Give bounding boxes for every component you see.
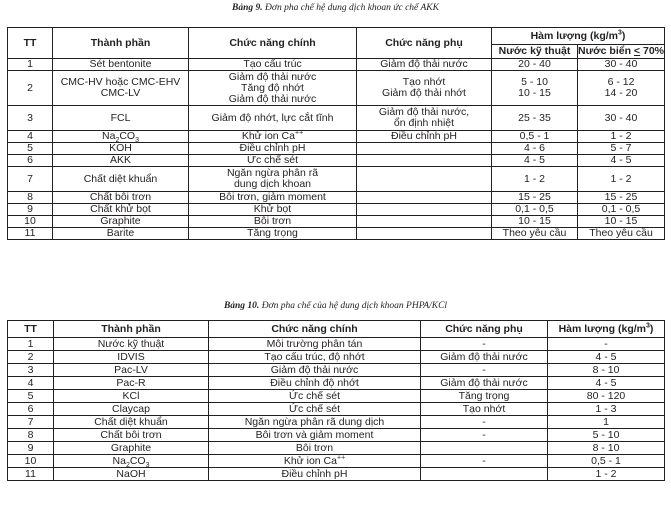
cell-tt — [8, 131, 53, 143]
cell-line: 15 - 25 — [604, 191, 638, 203]
cell-line: 8 — [27, 191, 33, 203]
cell-line: 4 - 5 — [610, 154, 632, 166]
cell-tt: 1 — [8, 338, 54, 351]
cell-component: $Na_2CO_3$ — [54, 455, 209, 468]
cell-line: Theo yêu cầu — [502, 227, 567, 239]
cell-secondary-function — [357, 59, 492, 71]
cell-line: Graphite — [100, 215, 141, 227]
cell-line: 30 - 40 — [604, 58, 638, 70]
cell-line: Giảm độ thải nhớt — [382, 87, 466, 99]
table-row — [8, 143, 665, 155]
cell-line: KOH — [109, 142, 132, 154]
table-row — [8, 351, 665, 364]
cell-main-function: Tạo cấu trúc, độ nhớt — [209, 351, 421, 364]
cell-main-function: Ức chế sét — [209, 390, 421, 403]
cell-sea-water — [578, 59, 665, 71]
cell-line: Sét bentonite — [89, 58, 152, 70]
cell-line: AKK — [109, 154, 131, 166]
cell-content: 1 — [548, 416, 665, 429]
cell-tt — [8, 155, 53, 167]
cell-line: 0,1 - 0,5 — [515, 203, 554, 215]
cell-tt: 5 — [8, 390, 54, 403]
cell-line: Theo yêu cầu — [589, 227, 653, 239]
cell-line: Bôi trơn — [253, 215, 292, 227]
cell-line: Giảm độ thải nước — [380, 58, 468, 70]
cell-tech-water — [492, 216, 578, 228]
table-row — [8, 192, 665, 204]
cell-component: Pac-LV — [54, 364, 209, 377]
table-row — [8, 416, 665, 429]
cell-main-function — [189, 192, 357, 204]
cell-secondary-function: - — [421, 416, 548, 429]
cell-component — [53, 131, 189, 143]
cell-line: Chất bôi trơn — [89, 191, 152, 203]
cell-line: 10 — [24, 215, 36, 227]
cell-tt: 8 — [8, 429, 54, 442]
cell-component — [53, 71, 189, 106]
cell-secondary-function: Giảm độ thải nước — [421, 351, 548, 364]
cell-sea-water — [578, 228, 665, 240]
cell-sea-water — [578, 143, 665, 155]
cell-tt: 9 — [8, 442, 54, 455]
cell-sea-water — [578, 204, 665, 216]
cell-line: 4 - 5 — [523, 154, 545, 166]
header-content-sup: 3 — [618, 29, 622, 36]
cell-component — [53, 216, 189, 228]
cell-tech-water — [492, 131, 578, 143]
cell-tech-water — [492, 204, 578, 216]
header-content-label: Hàm lượng (kg/m — [558, 322, 646, 335]
table-row — [8, 468, 665, 481]
cell-main-function — [189, 59, 357, 71]
table-10-caption-number: Bảng 10. — [223, 301, 260, 311]
header-tt: TT — [8, 321, 54, 338]
header-tech-water: Nước kỹ thuật — [492, 45, 578, 59]
cell-line: 4 - 6 — [523, 142, 545, 154]
cell-line: 10 - 15 — [518, 87, 551, 99]
cell-tt: 6 — [8, 403, 54, 416]
cell-line: 14 - 20 — [604, 87, 638, 99]
cell-tech-water — [492, 167, 578, 192]
cell-component: KCl — [54, 390, 209, 403]
cell-tt — [8, 228, 53, 240]
cell-main-function — [189, 228, 357, 240]
cell-tech-water — [492, 143, 578, 155]
cell-line: 10 - 15 — [518, 215, 551, 227]
cell-line: 25 - 35 — [518, 111, 551, 124]
cell-line: Giảm độ thải nước, — [378, 106, 470, 118]
cell-secondary-function: - — [421, 338, 548, 351]
cell-line: Điều chỉnh pH — [239, 142, 306, 154]
cell-secondary-function — [357, 155, 492, 167]
cell-line: 5 - 7 — [610, 142, 632, 154]
cell-sea-water — [578, 167, 665, 192]
cell-line: ổn định nhiệt — [393, 117, 455, 129]
table-row — [8, 216, 665, 228]
table-row — [8, 429, 665, 442]
cell-line: Khử ion Ca++ — [241, 129, 304, 142]
header-secondary-function: Chức năng phụ — [421, 321, 548, 338]
cell-tt: 2 — [8, 351, 54, 364]
cell-sea-water — [578, 131, 665, 143]
header-content — [492, 28, 665, 45]
table-row — [8, 364, 665, 377]
cell-main-function: Khử ion Ca++ — [209, 455, 421, 468]
cell-line: Giảm độ thải nước — [228, 92, 317, 105]
cell-sea-water — [578, 106, 665, 131]
cell-main-function: Ức chế sét — [209, 403, 421, 416]
cell-content: 4 - 5 — [548, 351, 665, 364]
table-row — [8, 338, 665, 351]
header-main-function: Chức năng chính — [189, 28, 357, 59]
header-secondary-function: Chức năng phụ — [357, 28, 492, 59]
cell-line: Khử bọt — [253, 203, 292, 215]
cell-secondary-function — [357, 106, 492, 131]
cell-component: Pac-R — [54, 377, 209, 390]
header-sea-water: Nước biển < 70% — [578, 45, 664, 57]
cell-component: IDVIS — [54, 351, 209, 364]
cell-tt: 10 — [8, 455, 54, 468]
cell-component: NaOH — [54, 468, 209, 481]
cell-main-function — [189, 216, 357, 228]
cell-line: FCL — [110, 111, 131, 124]
cell-sea-water — [578, 155, 665, 167]
cell-tt: 7 — [8, 416, 54, 429]
cell-main-function: Điều chỉnh độ nhớt — [209, 377, 421, 390]
cell-sea-water — [578, 71, 665, 106]
cell-line: Tăng trọng — [247, 227, 298, 239]
cell-main-function: Bôi trơn — [209, 442, 421, 455]
header-content-label: Hàm lượng (kg/m — [530, 29, 619, 42]
table-9-caption — [0, 2, 671, 14]
cell-component — [53, 155, 189, 167]
cell-content: 8 - 10 — [548, 364, 665, 377]
cell-line: CMC-HV hoặc CMC-EHV — [60, 76, 181, 88]
header-component: Thành phần — [54, 321, 209, 338]
cell-line: 1 - 2 — [610, 172, 632, 185]
cell-line: 1 - 2 — [523, 172, 545, 185]
cell-line: 1 - 2 — [610, 130, 632, 142]
cell-component — [53, 143, 189, 155]
table-row — [8, 71, 665, 106]
cell-content: 1 - 2 — [548, 468, 665, 481]
header-content-close: ) — [621, 29, 626, 42]
table-row — [8, 442, 665, 455]
cell-line: 0,5 - 1 — [519, 130, 550, 142]
table-9-body — [8, 59, 665, 240]
cell-line: 6 — [27, 154, 33, 166]
cell-content: 1 - 3 — [548, 403, 665, 416]
cell-secondary-function: Tăng trọng — [421, 390, 548, 403]
cell-main-function — [189, 131, 357, 143]
cell-content: 0,5 - 1 — [548, 455, 665, 468]
table-row — [8, 131, 665, 143]
cell-secondary-function — [357, 143, 492, 155]
cell-component — [53, 59, 189, 71]
cell-tt — [8, 192, 53, 204]
cell-line: 30 - 40 — [604, 111, 638, 124]
cell-main-function — [189, 167, 357, 192]
cell-component: Chất bôi trơn — [54, 429, 209, 442]
cell-secondary-function — [357, 71, 492, 106]
cell-tt — [8, 204, 53, 216]
cell-line: Điều chỉnh pH — [391, 130, 457, 142]
cell-tt — [8, 106, 53, 131]
table-9 — [7, 27, 665, 240]
cell-secondary-function: Giảm độ thải nước — [421, 377, 548, 390]
table-10-body — [8, 338, 665, 481]
cell-secondary-function — [357, 192, 492, 204]
cell-sea-water — [578, 192, 665, 204]
cell-secondary-function — [357, 131, 492, 143]
cell-main-function: Giảm độ thải nước — [209, 364, 421, 377]
table-10-caption — [0, 300, 671, 312]
cell-line: Barite — [106, 227, 135, 239]
cell-line: $Na_2CO_3$ — [102, 130, 139, 145]
cell-main-function: Bôi trơn và giảm moment — [209, 429, 421, 442]
cell-content: 4 - 5 — [548, 377, 665, 390]
cell-line: Tạo cấu trúc — [243, 58, 302, 70]
cell-line: 4 — [27, 130, 33, 142]
cell-tt: 11 — [8, 468, 54, 481]
cell-line: 15 - 25 — [518, 191, 551, 203]
cell-tech-water — [492, 106, 578, 131]
cell-tt: 3 — [8, 364, 54, 377]
cell-component — [53, 192, 189, 204]
cell-tech-water — [492, 71, 578, 106]
cell-tt — [8, 59, 53, 71]
cell-main-function: Điều chỉnh pH — [209, 468, 421, 481]
cell-tt: 4 — [8, 377, 54, 390]
cell-line: 0,1 - 0,5 — [601, 203, 641, 215]
cell-line: 10 - 15 — [604, 215, 638, 227]
table-row — [8, 390, 665, 403]
cell-tt — [8, 216, 53, 228]
cell-secondary-function — [357, 216, 492, 228]
cell-component: Nước kỹ thuật — [54, 338, 209, 351]
cell-line: 11 — [24, 227, 36, 239]
cell-line: Giảm độ thải nước — [228, 70, 317, 83]
table-row — [8, 167, 665, 192]
cell-tt — [8, 167, 53, 192]
cell-content: 5 - 10 — [548, 429, 665, 442]
cell-secondary-function — [421, 468, 548, 481]
table-9-caption-number: Bảng 9. — [232, 3, 263, 13]
cell-secondary-function: - — [421, 429, 548, 442]
cell-main-function: Ngăn ngừa phân rã dung dịch — [209, 416, 421, 429]
table-row — [8, 106, 665, 131]
cell-main-function — [189, 106, 357, 131]
cell-tt — [8, 143, 53, 155]
cell-line: 7 — [27, 172, 33, 185]
table-row — [8, 228, 665, 240]
header-component: Thành phần — [53, 28, 189, 59]
cell-sea-water — [578, 216, 665, 228]
cell-line: Ngăn ngừa phân rã — [226, 167, 319, 179]
cell-secondary-function — [357, 204, 492, 216]
cell-content: 80 - 120 — [548, 390, 665, 403]
cell-line: dung dịch khoan — [233, 178, 312, 190]
cell-line: 20 - 40 — [518, 58, 551, 70]
table-9-caption-text: Đơn pha chế hệ dung dịch khoan ức chế AKK — [262, 3, 439, 13]
cell-secondary-function — [357, 167, 492, 192]
cell-main-function — [189, 155, 357, 167]
cell-component — [53, 167, 189, 192]
cell-line: Chất khử bọt — [90, 203, 151, 215]
cell-line: Chất diệt khuẩn — [83, 172, 158, 185]
table-10 — [7, 320, 665, 481]
cell-tech-water — [492, 155, 578, 167]
cell-component — [53, 228, 189, 240]
cell-line: 3 — [27, 111, 33, 124]
cell-main-function — [189, 71, 357, 106]
cell-line: Giảm độ nhớt, lực cắt tĩnh — [211, 111, 334, 124]
cell-line: Tăng độ nhớt — [241, 81, 304, 94]
table-10-caption-text: Đơn pha chế của hệ dung dịch khoan PHPA/KCl — [259, 301, 448, 311]
cell-main-function — [189, 204, 357, 216]
table-row — [8, 455, 665, 468]
cell-secondary-function: - — [421, 364, 548, 377]
cell-tech-water — [492, 192, 578, 204]
cell-main-function: Môi trường phân tán — [209, 338, 421, 351]
cell-tech-water — [492, 228, 578, 240]
cell-component — [53, 106, 189, 131]
header-content-close: ) — [649, 322, 654, 335]
cell-component: Claycap — [54, 403, 209, 416]
cell-line: 6 - 12 — [607, 76, 635, 88]
cell-component: Chất diệt khuẩn — [54, 416, 209, 429]
cell-line: 1 — [27, 58, 33, 70]
table-row — [8, 204, 665, 216]
cell-secondary-function — [421, 442, 548, 455]
cell-line: 2 — [27, 81, 33, 94]
cell-component: Graphite — [54, 442, 209, 455]
table-row — [8, 59, 665, 71]
cell-tech-water — [492, 59, 578, 71]
cell-line: 5 — [27, 142, 33, 154]
cell-line: Tạo nhớt — [402, 76, 446, 88]
cell-secondary-function: Tạo nhớt — [421, 403, 548, 416]
cell-line: CMC-LV — [100, 87, 141, 99]
cell-line: Bôi trơn, giảm moment — [219, 191, 326, 203]
cell-tt — [8, 71, 53, 106]
cell-line: 9 — [27, 203, 33, 215]
table-row — [8, 155, 665, 167]
cell-secondary-function — [357, 228, 492, 240]
cell-content: - — [548, 338, 665, 351]
header-tt: TT — [8, 28, 53, 59]
cell-line: Ức chế sét — [247, 154, 298, 166]
header-main-function: Chức năng chính — [209, 321, 421, 338]
cell-main-function — [189, 143, 357, 155]
cell-line: 5 - 10 — [521, 76, 548, 88]
header-content-sup: 3 — [646, 322, 650, 329]
cell-secondary-function: - — [421, 455, 548, 468]
table-row — [8, 377, 665, 390]
table-row — [8, 403, 665, 416]
cell-component — [53, 204, 189, 216]
header-content — [548, 321, 665, 338]
cell-content: 8 - 10 — [548, 442, 665, 455]
